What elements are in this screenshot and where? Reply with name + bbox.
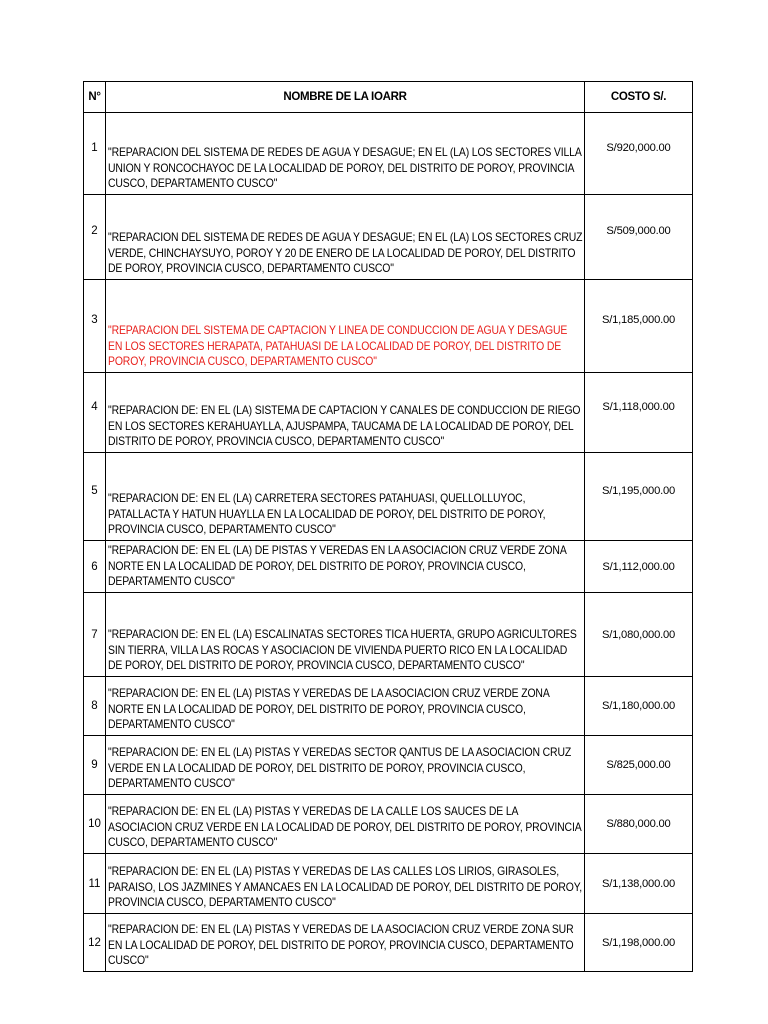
row-number: 6 <box>84 541 106 593</box>
row-number: 2 <box>84 195 106 280</box>
row-name-highlighted: "REPARACION DEL SISTEMA DE CAPTACION Y LINEA DE CONDUCCION DE AGUA Y DESAGUE EN LOS SECTORES HERAPATA, PATAHUASI DE LA LOCALIDAD DE POROY, DEL DISTRITO DE POROY, PROVINCIA CUSCO, DEPARTAMENTO CUSCO" <box>106 280 585 373</box>
table-row <box>84 541 693 593</box>
row-name: "REPARACION DE: EN EL (LA) ESCALINATAS SECTORES TICA HUERTA, GRUPO AGRICULTORES SIN TIERRA, VILLA LAS ROCAS Y ASOCIACION DE VIVIENDA PUERTO RICO EN LA LOCALIDAD DE POROY, DEL DISTRITO DE POROY, PROVINCIA CUSCO, DEPARTAMENTO CUSCO" <box>106 593 585 677</box>
table-row <box>84 280 693 373</box>
row-name: "REPARACION DE: EN EL (LA) SISTEMA DE CAPTACION Y CANALES DE CONDUCCION DE RIEGO EN LOS SECTORES KERAHUAYLLA, AJUSPAMPA, TAUCAMA DE LA LOCALIDAD DE POROY, DEL DISTRITO DE POROY, PROVINCIA CUSCO, DEPARTAMENTO CUSCO" <box>106 373 585 453</box>
header-cost: COSTO S/. <box>585 82 693 113</box>
row-number: 4 <box>84 373 106 453</box>
table-row <box>84 113 693 195</box>
row-name: "REPARACION DEL SISTEMA DE REDES DE AGUA Y DESAGUE; EN EL (LA) LOS SECTORES CRUZ VERDE, CHINCHAYSUYO, POROY Y 20 DE ENERO DE LA LOCALIDAD DE POROY, DEL DISTRITO DE POROY, PROVINCIA CUSCO, DEPARTAMENTO CUSCO" <box>106 195 585 280</box>
row-name: "REPARACION DE: EN EL (LA) PISTAS Y VEREDAS DE LA ASOCIACION CRUZ VERDE ZONA NORTE EN LA LOCALIDAD DE POROY, DEL DISTRITO DE POROY, PROVINCIA CUSCO, DEPARTAMENTO CUSCO" <box>106 677 585 736</box>
row-number: 8 <box>84 677 106 736</box>
table-row <box>84 195 693 280</box>
row-cost: S/1,180,000.00 <box>585 677 693 736</box>
table-row <box>84 677 693 736</box>
table-header <box>84 82 693 113</box>
row-number: 1 <box>84 113 106 195</box>
row-number: 7 <box>84 593 106 677</box>
row-cost: S/1,118,000.00 <box>585 373 693 453</box>
row-number: 3 <box>84 280 106 373</box>
row-cost: S/825,000.00 <box>585 736 693 795</box>
row-cost: S/1,185,000.00 <box>585 280 693 373</box>
row-number: 12 <box>84 914 106 972</box>
row-number: 5 <box>84 453 106 541</box>
row-cost: S/509,000.00 <box>585 195 693 280</box>
table-row <box>84 914 693 972</box>
row-cost: S/1,080,000.00 <box>585 593 693 677</box>
row-cost: S/1,198,000.00 <box>585 914 693 972</box>
row-name: "REPARACION DEL SISTEMA DE REDES DE AGUA Y DESAGUE; EN EL (LA) LOS SECTORES VILLA UNION Y RONCOCHAYOC DE LA LOCALIDAD DE POROY, DEL DISTRITO DE POROY, PROVINCIA CUSCO, DEPARTAMENTO CUSCO" <box>106 113 585 195</box>
row-cost: S/1,195,000.00 <box>585 453 693 541</box>
table-body <box>84 113 693 972</box>
table-row <box>84 453 693 541</box>
row-name: "REPARACION DE: EN EL (LA) CARRETERA SECTORES PATAHUASI, QUELLOLLUYOC, PATALLACTA Y HATUN HUAYLLA EN LA LOCALIDAD DE POROY, DEL DISTRITO DE POROY, PROVINCIA CUSCO, DEPARTAMENTO CUSCO" <box>106 453 585 541</box>
header-row <box>84 82 693 113</box>
row-name: "REPARACION DE: EN EL (LA) DE PISTAS Y VEREDAS EN LA ASOCIACION CRUZ VERDE ZONA NORTE EN LA LOCALIDAD DE POROY, DEL DISTRITO DE POROY, PROVINCIA CUSCO, DEPARTAMENTO CUSCO" <box>106 541 585 593</box>
row-cost: S/880,000.00 <box>585 795 693 854</box>
table-row <box>84 795 693 854</box>
row-cost: S/1,112,000.00 <box>585 541 693 593</box>
row-cost: S/1,138,000.00 <box>585 854 693 914</box>
ioarr-table-container <box>83 81 692 972</box>
row-number: 9 <box>84 736 106 795</box>
row-cost: S/920,000.00 <box>585 113 693 195</box>
row-name: "REPARACION DE: EN EL (LA) PISTAS Y VEREDAS DE LA CALLE LOS SAUCES DE LA ASOCIACION CRUZ VERDE EN LA LOCALIDAD DE POROY, DEL DISTRITO DE POROY, PROVINCIA CUSCO, DEPARTAMENTO CUSCO" <box>106 795 585 854</box>
row-number: 11 <box>84 854 106 914</box>
table-row <box>84 854 693 914</box>
row-number: 10 <box>84 795 106 854</box>
table-row <box>84 736 693 795</box>
table-row <box>84 373 693 453</box>
row-name: "REPARACION DE: EN EL (LA) PISTAS Y VEREDAS SECTOR QANTUS DE LA ASOCIACION CRUZ VERDE EN LA LOCALIDAD DE POROY, DEL DISTRITO DE POROY, PROVINCIA CUSCO, DEPARTAMENTO CUSCO" <box>106 736 585 795</box>
header-name: NOMBRE DE LA IOARR <box>106 82 585 113</box>
row-name: "REPARACION DE: EN EL (LA) PISTAS Y VEREDAS DE LA ASOCIACION CRUZ VERDE ZONA SUR EN LA LOCALIDAD DE POROY, DEL DISTRITO DE POROY, PROVINCIA CUSCO, DEPARTAMENTO CUSCO" <box>106 914 585 972</box>
table-row <box>84 593 693 677</box>
header-num: N° <box>84 82 106 113</box>
ioarr-table <box>83 81 693 972</box>
row-name: "REPARACION DE: EN EL (LA) PISTAS Y VEREDAS DE LAS CALLES LOS LIRIOS, GIRASOLES, PARAISO, LOS JAZMINES Y AMANCAES EN LA LOCALIDAD DE POROY, DEL DISTRITO DE POROY, PROVINCIA CUSCO, DEPARTAMENTO CUSCO" <box>106 854 585 914</box>
